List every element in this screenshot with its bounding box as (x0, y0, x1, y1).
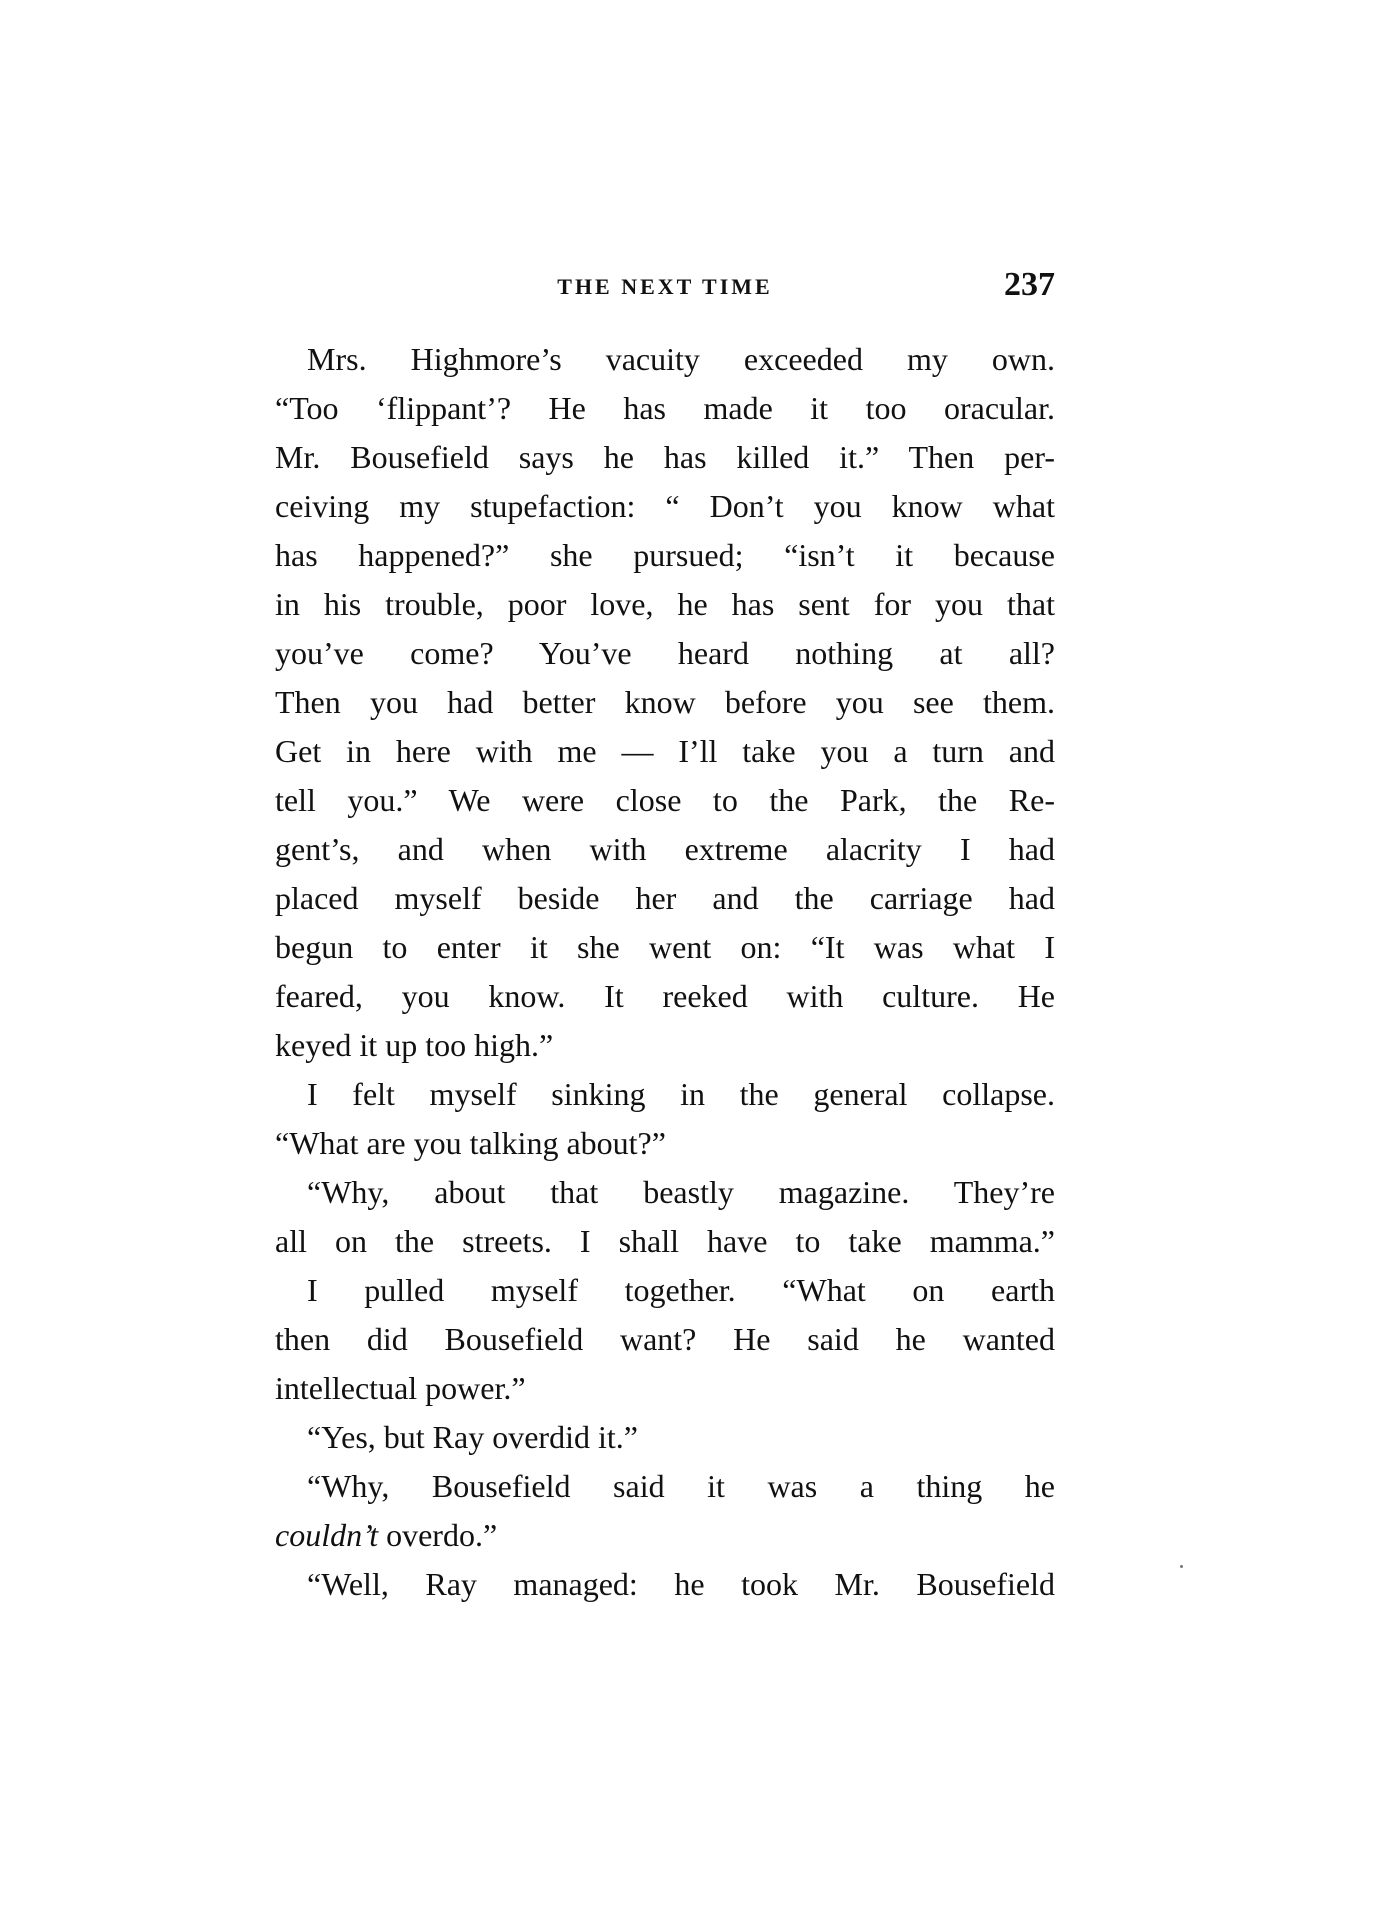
text-line: Get in here with me — I’ll take you a turn and (275, 733, 1055, 769)
text-line: intellectual power.” (275, 1370, 526, 1406)
text-line: begun to enter it she went on: “It was what I (275, 929, 1055, 965)
text-line: tell you.” We were close to the Park, the Re- (275, 782, 1055, 818)
text-line: in his trouble, poor love, he has sent for you that (275, 586, 1055, 622)
running-head: THE NEXT TIME (557, 274, 773, 299)
text-line: ceiving my stupefaction: “ Don’t you know what (275, 488, 1055, 524)
text-line: placed myself beside her and the carriage had (275, 880, 1055, 916)
body-text (275, 335, 1055, 1609)
text-line: Mr. Bousefield says he has killed it.” Then per- (275, 439, 1055, 475)
page-header (275, 266, 1055, 310)
text-line: “Well, Ray managed: he took Mr. Bousefield (307, 1566, 1055, 1602)
text-line: all on the streets. I shall have to take mamma.” (275, 1223, 1055, 1259)
text-line: “Why, Bousefield said it was a thing he (307, 1468, 1055, 1504)
text-line: keyed it up too high.” (275, 1027, 554, 1063)
print-speck (1180, 1565, 1183, 1568)
italic-word: couldn’t (275, 1517, 379, 1553)
text-line: feared, you know. It reeked with culture. He (275, 978, 1055, 1014)
text-line: Mrs. Highmore’s vacuity exceeded my own. (307, 341, 1055, 377)
text-line: “Too ‘flippant’? He has made it too oracular. (275, 390, 1055, 426)
text-line: I pulled myself together. “What on earth (307, 1272, 1055, 1308)
text-line: gent’s, and when with extreme alacrity I had (275, 831, 1055, 867)
text-line: has happened?” she pursued; “isn’t it because (275, 537, 1055, 573)
text-line: couldn’t overdo.” (275, 1517, 498, 1553)
text-line: “What are you talking about?” (275, 1125, 666, 1161)
page-number: 237 (1004, 266, 1055, 303)
text-line: “Why, about that beastly magazine. They’re (307, 1174, 1055, 1210)
text-line: then did Bousefield want? He said he wanted (275, 1321, 1055, 1357)
text-line: “Yes, but Ray overdid it.” (307, 1419, 638, 1455)
text-line: you’ve come? You’ve heard nothing at all? (275, 635, 1055, 671)
text-line: I felt myself sinking in the general collapse. (307, 1076, 1055, 1112)
text-line: Then you had better know before you see them. (275, 684, 1055, 720)
